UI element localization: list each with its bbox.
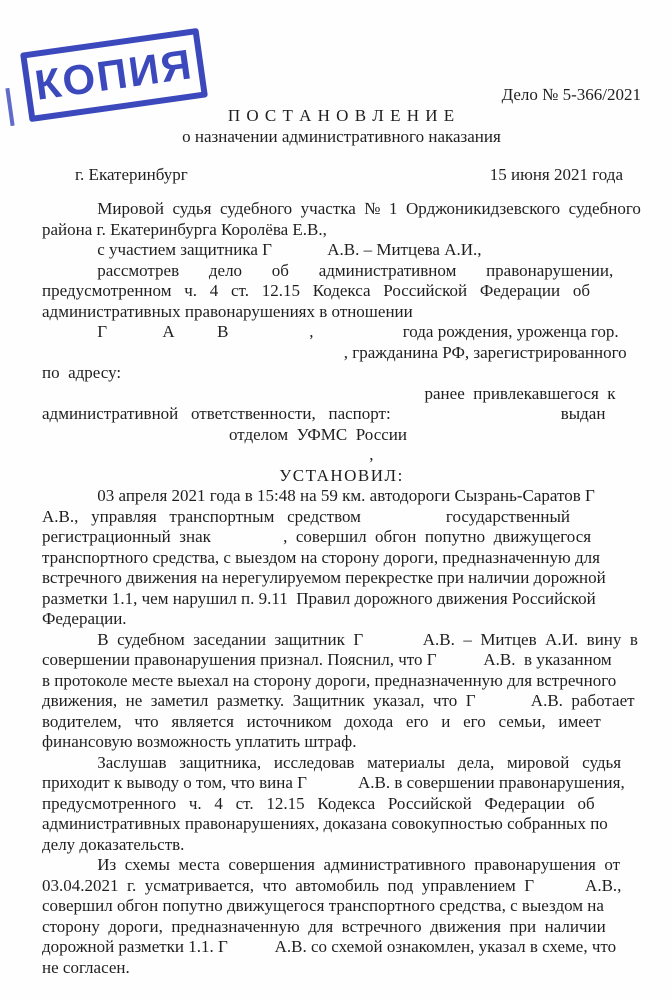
text-line: ранее привлекавшегося к	[42, 383, 616, 403]
text-line: совершении правонарушения признал. Пояснил, что Г А.В. в указанном	[42, 650, 612, 669]
date: 15 июня 2021 года	[489, 165, 623, 184]
text-line: рассмотрев дело об административном правонарушении,	[42, 260, 614, 280]
text-line: совершил обгон попутно движущегося транспортного средства, с выездом на	[42, 896, 604, 915]
city: г. Екатеринбург	[75, 165, 188, 184]
text-line: 03.04.2021 г. усматривается, что автомобиль под управлением Г А.В.,	[42, 875, 622, 895]
text-line: разметки 1.1, чем нарушил п. 9.11 Правил дорожного движения Российской	[42, 588, 596, 608]
text-line: водителем, что является источником дохода его и его семьи, имеет	[42, 711, 601, 731]
text-line: района г. Екатеринбурга Королёва Е.В.,	[42, 219, 327, 239]
document-title: П О С Т А Н О В Л Е Н И Е	[227, 106, 456, 125]
text-line: приходит к выводу о том, что вина Г А.В. в совершении правонарушения,	[42, 773, 625, 792]
text-line: встречного движения на нерегулируемом перекрестке при наличии дорожной	[42, 568, 606, 587]
text-line: Г А В , года рождения, уроженца гор.	[42, 322, 619, 341]
text-line: , гражданина РФ, зарегистрированного	[42, 342, 627, 362]
text-line: А.В., управляя транспортным средством государственный	[42, 506, 571, 526]
case-number: Дело № 5-366/2021	[501, 85, 641, 104]
intro-text-block	[42, 199, 641, 466]
text-line: предусмотренного ч. 4 ст. 12.15 Кодекса Российской Федерации об	[42, 793, 595, 813]
text-line: Заслушав защитника, исследовав материалы дела, мировой судья	[42, 752, 622, 772]
text-line: сторону дороги, предназначенную для встречного движения при наличии	[42, 916, 606, 936]
text-line: отделом УФМС России	[42, 424, 407, 444]
text-line: делу доказательств.	[42, 834, 185, 854]
stamp-ink-smudge	[5, 88, 14, 126]
text-line: административной ответственности, паспорт: выдан	[42, 404, 606, 423]
text-line: административных правонарушениях в отношении	[42, 301, 413, 321]
text-line: в протоколе месте выехал на сторону дороги, предназначенную для встречного	[42, 670, 617, 690]
text-line: В судебном заседании защитник Г А.В. – Митцев А.И. вину в	[42, 629, 638, 649]
text-line: Мировой судья судебного участка № 1 Орджоникидзевского судебного	[42, 199, 641, 218]
copy-stamp-label: КОПИЯ	[31, 40, 196, 109]
place-date-row	[42, 164, 641, 185]
text-line: Федерации.	[42, 609, 127, 628]
text-line: ,	[42, 445, 374, 464]
text-line: дорожной разметки 1.1. Г А.В. со схемой ознакомлен, указал в схеме, что	[42, 937, 617, 956]
text-line: предусмотренном ч. 4 ст. 12.15 Кодекса Российской Федерации об	[42, 281, 591, 300]
text-line: административных правонарушениях, доказана совокупностью собранных по	[42, 814, 608, 833]
text-line: финансовую возможность уплатить штраф.	[42, 732, 357, 751]
text-line: по адресу:	[42, 363, 122, 382]
text-line: регистрационный знак , совершил обгон попутно движущегося	[42, 527, 592, 546]
text-line: с участием защитника Г А.В. – Митцева А.И.,	[42, 240, 482, 259]
text-line: транспортного средства, с выездом на сторону дороги, предназначенную для	[42, 547, 600, 567]
document-subtitle: о назначении административного наказания	[182, 127, 501, 146]
resolution-heading: УСТАНОВИЛ:	[279, 465, 404, 485]
text-line: движения, не заметил разметку. Защитник указал, что Г А.В. работает	[42, 691, 635, 710]
text-line: Из схемы места совершения административного правонарушения от	[42, 855, 621, 874]
text-line: 03 апреля 2021 года в 15:48 на 59 км. автодороги Сызрань-Саратов Г	[42, 486, 595, 505]
body-text-block	[42, 486, 641, 978]
text-line: не согласен.	[42, 957, 130, 977]
